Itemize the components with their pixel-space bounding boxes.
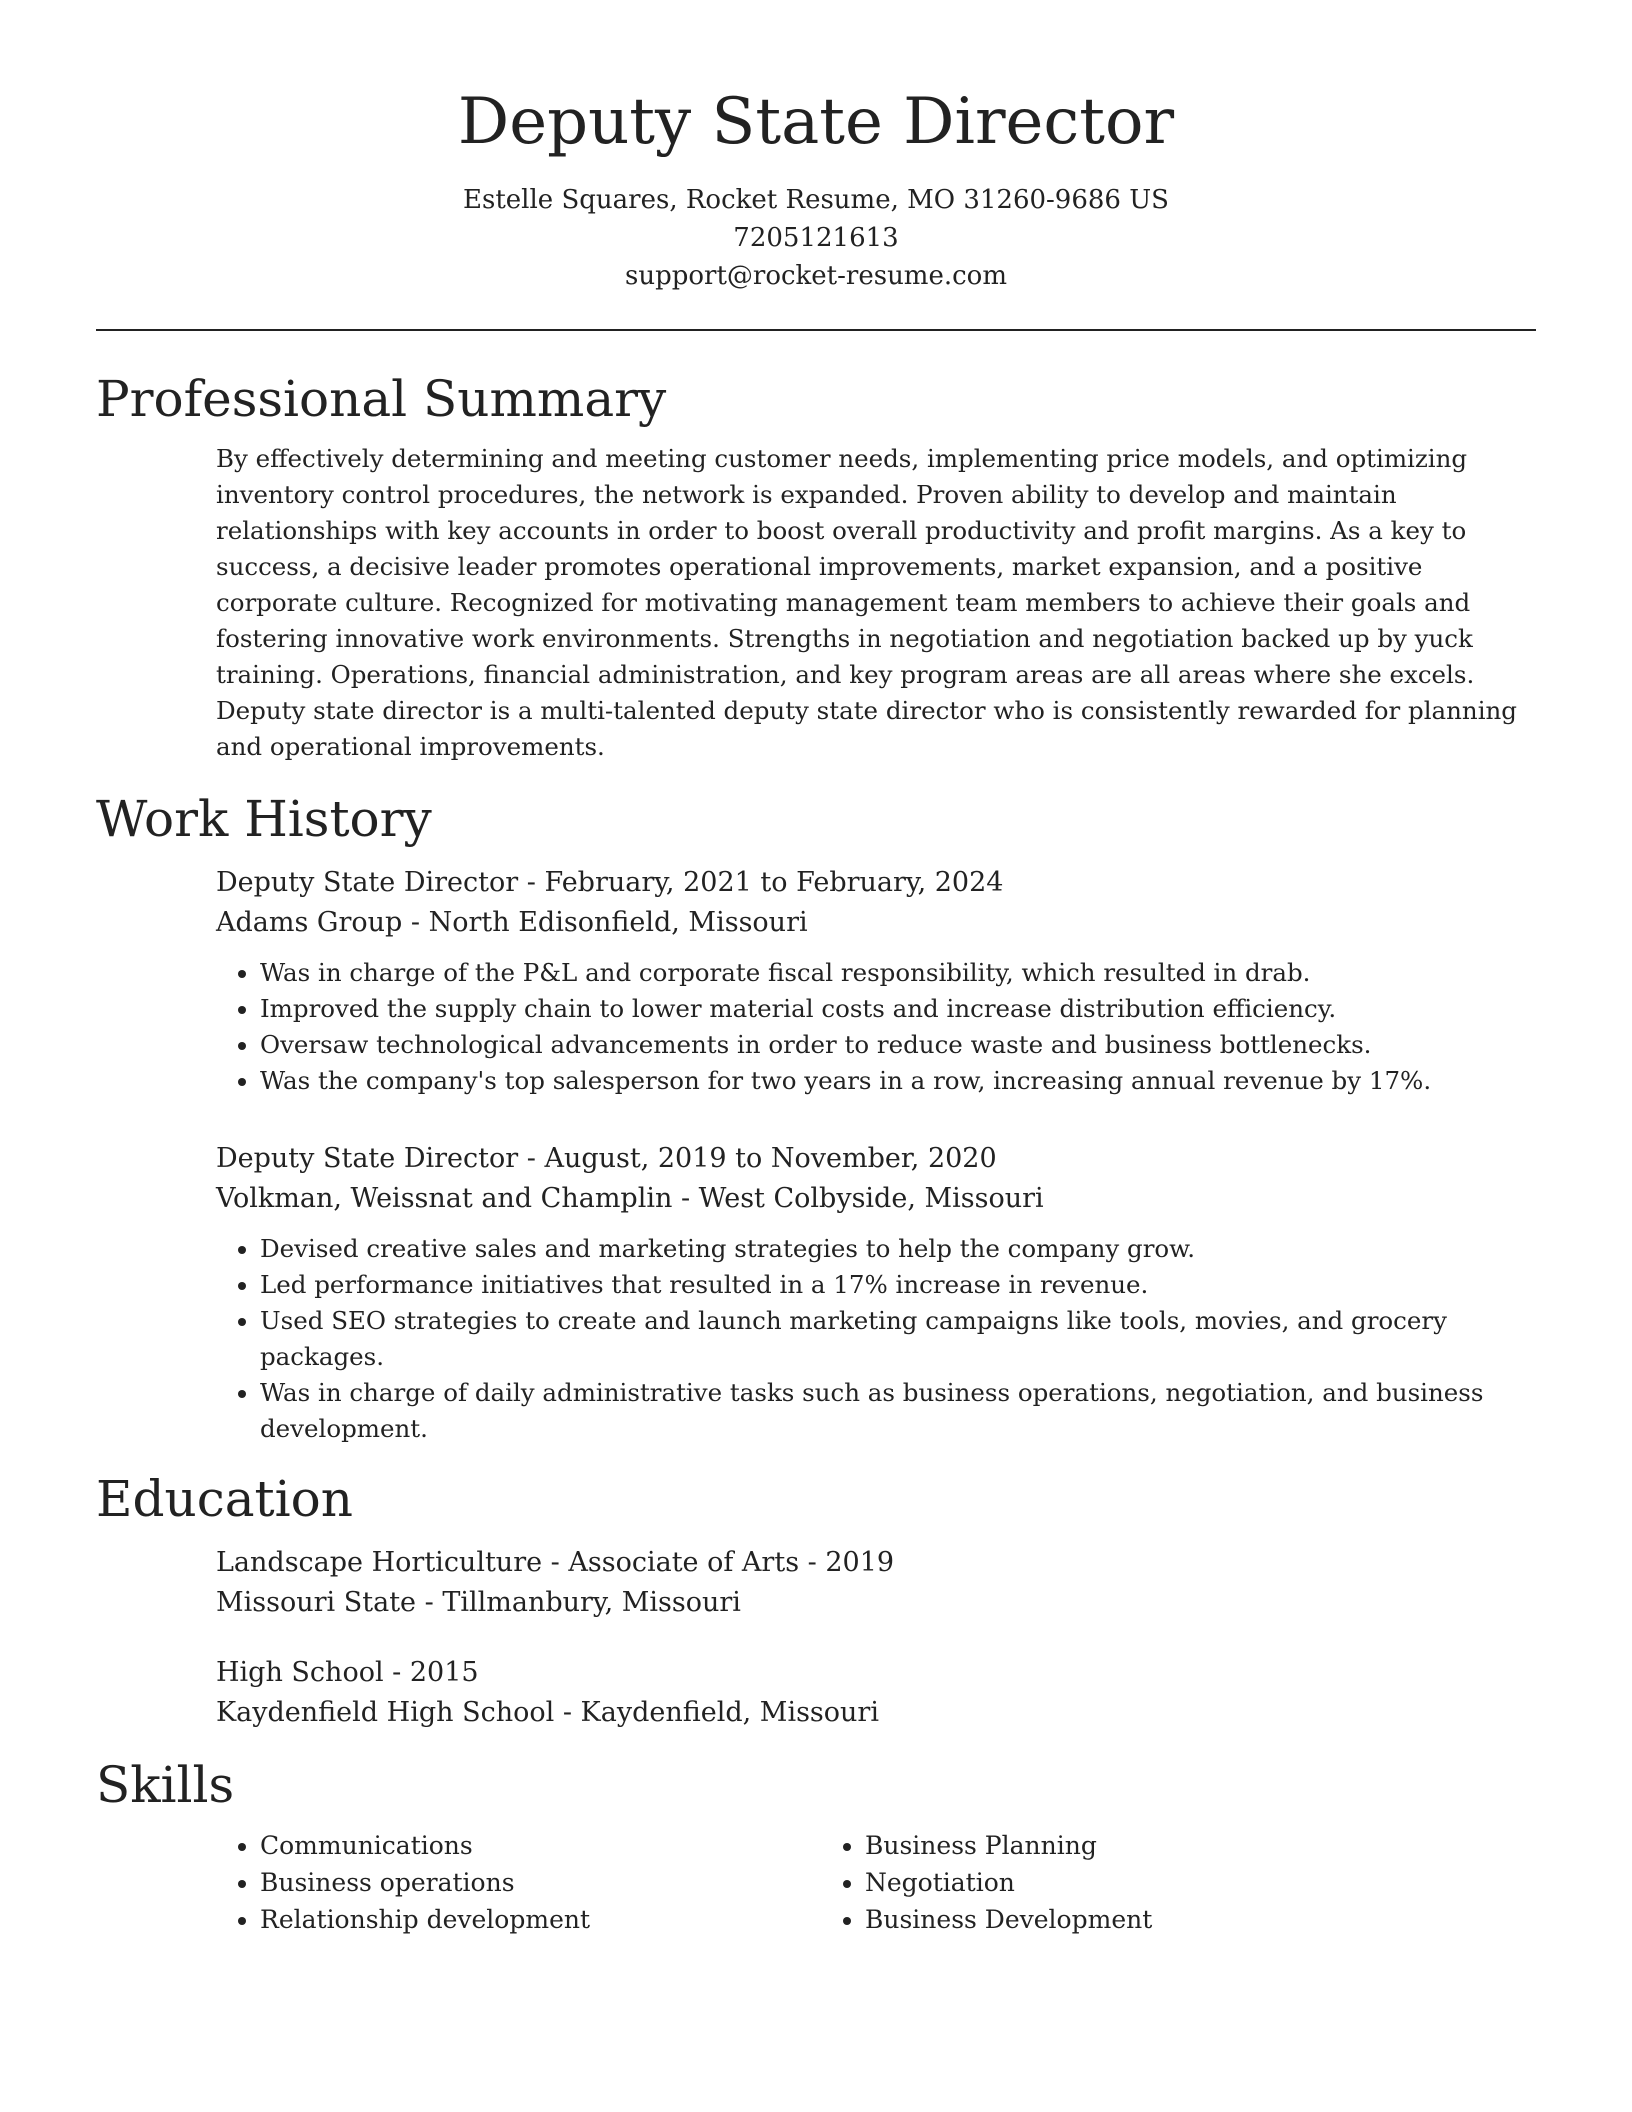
job-dates: - February, 2021 to February, 2024 [518, 866, 1004, 898]
education-location: - Tillmanbury, Missouri [416, 1586, 741, 1618]
education-school: Missouri State [216, 1586, 417, 1618]
job-role: Deputy State Director [216, 1142, 519, 1174]
job-bullets [216, 1231, 1536, 1447]
job-bullet: • Used SEO strategies to create and launch marketing campaigns like tools, movies, and grocery packages. [260, 1303, 1536, 1375]
skills-grid [216, 1827, 1536, 1938]
education-location: - Kaydenfield, Missouri [554, 1696, 879, 1728]
education-year: - 2015 [383, 1656, 479, 1688]
job-company: Volkman, Weissnat and Champlin [216, 1182, 673, 1214]
summary-section [96, 369, 1536, 765]
job-bullets [216, 955, 1536, 1099]
education-degree-line [216, 1653, 1536, 1693]
skills-column-right [821, 1827, 1426, 1938]
job-bullet: • Oversaw technological advancements in order to reduce waste and business bottlenecks. [260, 1027, 1536, 1063]
education-degree: High School [216, 1656, 384, 1688]
job-company-line [216, 903, 1536, 943]
skills-title: Skills [96, 1755, 235, 1814]
job-company-line [216, 1179, 1536, 1219]
skill-item: • Business operations [260, 1864, 821, 1901]
skill-item: • Communications [260, 1827, 821, 1864]
summary-text: By effectively determining and meeting customer needs, implementing price models, and optimizing inventory control procedures, the network is expanded. Proven ability to develop and maintain relationships with key accounts in order to boost overall productivity and profit margins. As a key to success, a decisive leader promotes operational improvements, market expansion, and a positive corporate culture. Recognized for motivating management team members to achieve their goals and fostering innovative work environments. Strengths in negotiation and negotiation backed up by yuck training. Operations, financial administration, and key program areas are all areas where she excels. Deputy state director is a multi-talented deputy state director who is consistently rewarded for planning and operational improvements. [216, 443, 1517, 761]
job-bullet: • Was in charge of the P&L and corporate fiscal responsibility, which resulted in drab. [260, 955, 1536, 991]
job-location: - West Colbyside, Missouri [672, 1182, 1044, 1214]
education-school-line [216, 1583, 1536, 1623]
education-section [96, 1469, 1536, 1733]
header-divider [96, 329, 1536, 331]
skill-item: • Business Development [865, 1901, 1426, 1938]
contact-address: Estelle Squares, Rocket Resume, MO 31260-9686 US [463, 184, 1169, 215]
job-bullet: • Improved the supply chain to lower material costs and increase distribution efficiency. [260, 991, 1536, 1027]
job-entry [216, 1139, 1536, 1447]
resume-header [96, 84, 1536, 295]
work-history-section [96, 789, 1536, 1447]
skill-item: • Relationship development [260, 1901, 821, 1938]
job-location: - North Edisonfield, Missouri [402, 906, 808, 938]
education-year: - 2019 [799, 1546, 895, 1578]
contact-phone: 7205121613 [733, 222, 899, 253]
education-degree-line [216, 1543, 1536, 1583]
education-school-line [216, 1693, 1536, 1733]
skills-column-left [216, 1827, 821, 1938]
skill-item: • Business Planning [865, 1827, 1426, 1864]
job-bullet: • Was the company's top salesperson for two years in a row, increasing annual revenue by 17%. [260, 1063, 1536, 1099]
contact-info [96, 181, 1536, 295]
job-entry [216, 863, 1536, 1099]
job-role: Deputy State Director [216, 866, 519, 898]
education-degree: Landscape Horticulture - Associate of Arts [216, 1546, 800, 1578]
education-school: Kaydenfield High School [216, 1696, 555, 1728]
job-title-line [216, 1139, 1536, 1179]
job-dates: - August, 2019 to November, 2020 [518, 1142, 997, 1174]
job-company: Adams Group [216, 906, 403, 938]
job-bullet: • Devised creative sales and marketing strategies to help the company grow. [260, 1231, 1536, 1267]
education-entry [216, 1653, 1536, 1733]
work-history-title: Work History [96, 789, 432, 848]
job-bullet: • Led performance initiatives that resulted in a 17% increase in revenue. [260, 1267, 1536, 1303]
education-title: Education [96, 1469, 353, 1528]
resume-name: Deputy State Director [457, 85, 1175, 159]
skill-item: • Negotiation [865, 1864, 1426, 1901]
summary-title: Professional Summary [96, 369, 667, 428]
job-title-line [216, 863, 1536, 903]
skills-section [96, 1755, 1536, 1938]
contact-email: support@rocket-resume.com [624, 260, 1007, 291]
education-entry [216, 1543, 1536, 1623]
job-bullet: • Was in charge of daily administrative tasks such as business operations, negotiation, and business development. [260, 1375, 1536, 1447]
